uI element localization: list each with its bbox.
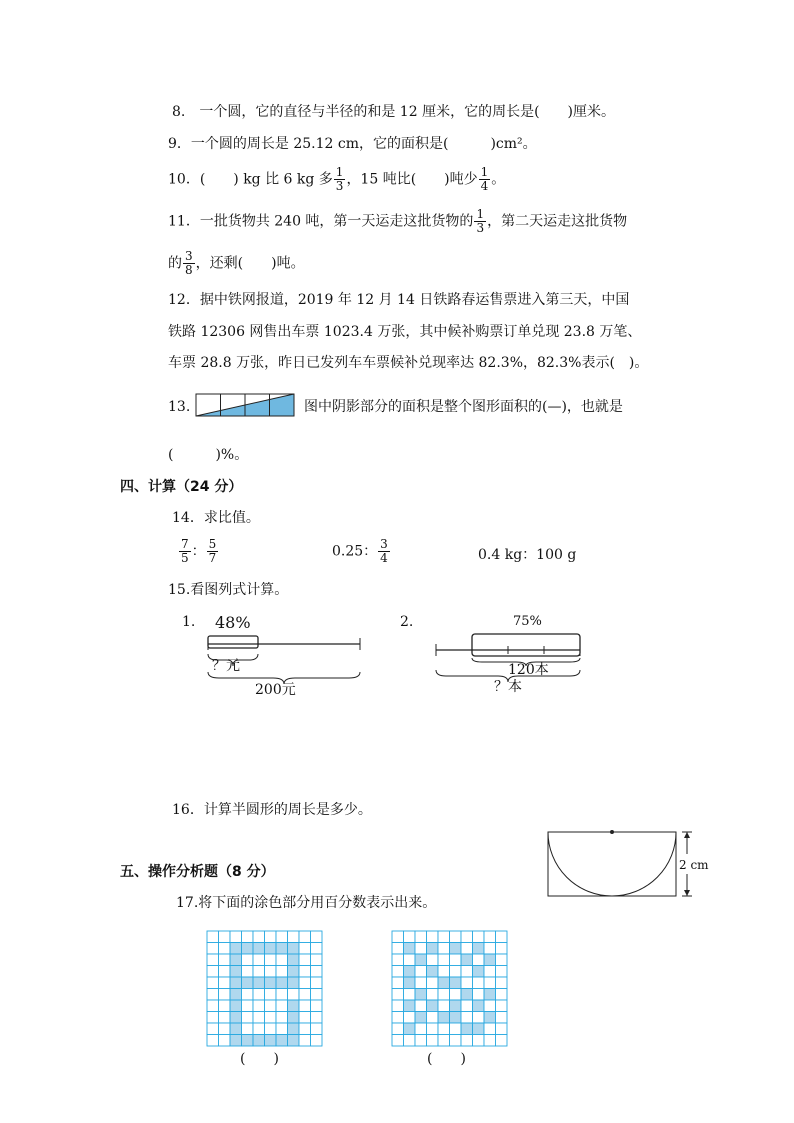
- grid-cell: [461, 931, 473, 943]
- grid-cell-shaded: [230, 1012, 242, 1024]
- grid-cell-shaded: [230, 966, 242, 978]
- grid-cell: [288, 931, 300, 943]
- grid-cell-shaded: [276, 977, 288, 989]
- grid-cell: [253, 966, 265, 978]
- question-14: 14．求比值。: [172, 510, 260, 526]
- grid-cell: [484, 977, 496, 989]
- grid-cell: [207, 977, 219, 989]
- grid-cell: [473, 989, 485, 1001]
- grid-cell-shaded: [404, 943, 416, 955]
- q14-a-fraction-1: [179, 538, 191, 565]
- grid-cell: [484, 1000, 496, 1012]
- grid-cell: [276, 989, 288, 1001]
- q10-f2-numerator: 1: [480, 165, 489, 179]
- q11-pre: 11．一批货物共 240 吨，第一天运走这批货物的: [168, 213, 474, 230]
- grid-cell-shaded: [427, 943, 439, 955]
- grid-cell-shaded: [242, 1035, 254, 1047]
- grid-cell: [473, 1035, 485, 1047]
- grid-cell-shaded: [438, 1012, 450, 1024]
- grid-cell: [392, 1000, 404, 1012]
- grid-cell-shaded: [461, 989, 473, 1001]
- grid-cell-shaded: [415, 1012, 427, 1024]
- grid-cell: [207, 1035, 219, 1047]
- grid-cell: [299, 966, 311, 978]
- q10-f2-denominator: 4: [480, 179, 489, 193]
- grid-cell: [438, 954, 450, 966]
- q15-diagram-2-number: 2.: [400, 614, 414, 630]
- grid-cell-shaded: [230, 989, 242, 1001]
- question-12-line-3: 车票 28.8 万张，昨日已发列车车票候补兑现率达 82.3%，82.3%表示( )。: [168, 355, 649, 371]
- q15-d2-unknown: ？本: [494, 679, 522, 695]
- grid-cell-shaded: [276, 943, 288, 955]
- grid-cell: [299, 1012, 311, 1024]
- grid-cell-shaded: [404, 977, 416, 989]
- q11-f2-denominator: 8: [185, 263, 193, 277]
- grid-cell-shaded: [484, 954, 496, 966]
- grid-cell: [484, 1035, 496, 1047]
- q11-mid: ，第二天运走这批货物: [487, 213, 628, 230]
- question-13-number: 13.: [168, 399, 191, 415]
- q15-d2-known: 120本: [508, 662, 549, 678]
- grid-cell: [299, 1023, 311, 1035]
- grid-cell: [461, 1012, 473, 1024]
- grid-cell: [415, 977, 427, 989]
- grid-cell: [450, 989, 462, 1001]
- grid-cell: [299, 1035, 311, 1047]
- grid-cell: [484, 931, 496, 943]
- grid-cell-shaded: [265, 943, 277, 955]
- grid-cell: [484, 966, 496, 978]
- q15-d1-percent: 48%: [215, 613, 251, 632]
- grid-cell: [450, 931, 462, 943]
- grid-cell: [207, 954, 219, 966]
- grid-cell: [265, 966, 277, 978]
- grid-cell: [438, 931, 450, 943]
- grid-cell: [473, 1012, 485, 1024]
- question-16: 16．计算半圆形的周长是多少。: [172, 802, 372, 818]
- grid-cell: [253, 1023, 265, 1035]
- grid-cell-shaded: [450, 1012, 462, 1024]
- q10-fraction-1: [334, 166, 346, 193]
- grid-cell-shaded: [473, 966, 485, 978]
- grid-cell: [496, 1000, 508, 1012]
- grid-cell-shaded: [288, 1023, 300, 1035]
- q16-dimension-label: 2 cm: [679, 858, 709, 872]
- grid-cell: [253, 954, 265, 966]
- grid-cell: [461, 943, 473, 955]
- q15-d1-total: 200元: [255, 682, 296, 698]
- q11-f2-numerator: 3: [185, 249, 193, 263]
- grid-cell: [219, 943, 231, 955]
- grid-cell: [415, 966, 427, 978]
- grid-cell: [427, 977, 439, 989]
- question-11-line-1: [168, 208, 627, 235]
- grid-cell: [276, 954, 288, 966]
- grid-cell: [265, 931, 277, 943]
- grid-cell: [496, 989, 508, 1001]
- grid-cell-shaded: [404, 966, 416, 978]
- grid-cell: [450, 1035, 462, 1047]
- q11-fraction-1: [474, 208, 486, 235]
- grid-cell: [311, 966, 323, 978]
- grid-cell: [265, 1000, 277, 1012]
- grid-cell: [438, 989, 450, 1001]
- grid-cell: [311, 1000, 323, 1012]
- q10-fraction-2: [479, 166, 491, 193]
- question-8: 8. 一个圆，它的直径与半径的和是 12 厘米，它的周长是( )厘米。: [172, 104, 615, 120]
- grid-cell: [219, 966, 231, 978]
- grid-cell: [450, 954, 462, 966]
- grid-cell: [484, 943, 496, 955]
- grid-cell: [219, 954, 231, 966]
- grid-cell: [427, 1012, 439, 1024]
- grid-cell: [392, 977, 404, 989]
- grid-cell: [207, 943, 219, 955]
- grid-cell: [299, 931, 311, 943]
- q14-b-prefix: 0.25：: [332, 543, 378, 560]
- grid-cell-shaded: [253, 977, 265, 989]
- grid-cell: [219, 1035, 231, 1047]
- grid-cell: [392, 966, 404, 978]
- q11-fraction-2: [183, 250, 195, 277]
- grid-cell: [219, 1023, 231, 1035]
- grid-cell-shaded: [288, 977, 300, 989]
- grid-cell: [450, 1023, 462, 1035]
- q14-a-d1: 5: [181, 551, 189, 565]
- grid-cell: [253, 931, 265, 943]
- grid-cell: [242, 1023, 254, 1035]
- question-11-line-2: [168, 250, 305, 277]
- grid-cell-shaded: [288, 1012, 300, 1024]
- grid-cell-shaded: [288, 943, 300, 955]
- q14-a-n2: 5: [208, 537, 217, 551]
- grid-cell: [299, 954, 311, 966]
- grid-cell-shaded: [230, 1000, 242, 1012]
- grid-cell: [450, 966, 462, 978]
- grid-cell: [242, 966, 254, 978]
- q10-pre: 10．( ) kg 比 6 kg 多: [168, 171, 333, 188]
- q10-f1-denominator: 3: [335, 179, 344, 193]
- grid-cell: [253, 1012, 265, 1024]
- grid-cell: [415, 1035, 427, 1047]
- grid-cell: [311, 943, 323, 955]
- question-13-line-2: ( )%。: [168, 447, 249, 463]
- question-17: 17.将下面的涂色部分用百分数表示出来。: [176, 895, 437, 911]
- grid-cell: [242, 1000, 254, 1012]
- grid-cell: [392, 943, 404, 955]
- grid-cell: [438, 966, 450, 978]
- grid-cell: [311, 931, 323, 943]
- grid-cell: [265, 1012, 277, 1024]
- grid-cell: [311, 1012, 323, 1024]
- grid-cell: [496, 1023, 508, 1035]
- grid-cell: [265, 954, 277, 966]
- q14-ratio-a: [178, 538, 219, 565]
- grid-cell: [473, 954, 485, 966]
- grid-cell: [265, 989, 277, 1001]
- q10-mid: ，15 吨比( )吨少: [346, 171, 478, 188]
- grid-cell-shaded: [404, 1023, 416, 1035]
- grid-cell-shaded: [473, 943, 485, 955]
- grid-cell: [207, 966, 219, 978]
- grid-cell: [473, 931, 485, 943]
- grid-cell: [392, 989, 404, 1001]
- grid-cell-shaded: [461, 954, 473, 966]
- q14-b-fraction: [378, 538, 390, 565]
- q17-grid-2: [392, 931, 508, 1047]
- grid-cell: [427, 1035, 439, 1047]
- grid-cell-shaded: [265, 977, 277, 989]
- grid-cell: [276, 1000, 288, 1012]
- grid-cell-shaded: [265, 1035, 277, 1047]
- grid-cell-shaded: [230, 1035, 242, 1047]
- grid-cell-shaded: [427, 966, 439, 978]
- q10-post: 。: [491, 171, 506, 188]
- grid-cell-shaded: [404, 1000, 416, 1012]
- grid-cell: [253, 1000, 265, 1012]
- grid-cell: [438, 1035, 450, 1047]
- q14-a-n1: 7: [181, 537, 189, 551]
- grid-cell: [438, 1000, 450, 1012]
- grid-cell: [276, 931, 288, 943]
- grid-cell: [415, 1023, 427, 1035]
- grid-cell: [427, 931, 439, 943]
- grid-cell: [219, 989, 231, 1001]
- q15-d2-percent: 75%: [513, 614, 542, 629]
- grid-cell: [415, 1000, 427, 1012]
- grid-cell: [392, 1023, 404, 1035]
- grid-cell-shaded: [415, 989, 427, 1001]
- grid-cell: [473, 977, 485, 989]
- section-5-title: 五、操作分析题（8 分）: [120, 864, 275, 880]
- question-15: 15.看图列式计算。: [168, 582, 289, 598]
- grid-cell-shaded: [484, 1012, 496, 1024]
- grid-cell: [311, 1035, 323, 1047]
- grid-cell: [415, 931, 427, 943]
- grid-cell-shaded: [427, 1000, 439, 1012]
- grid-cell: [207, 1012, 219, 1024]
- grid-cell: [496, 1012, 508, 1024]
- grid-cell: [207, 1023, 219, 1035]
- grid-cell: [242, 1012, 254, 1024]
- grid-cell: [276, 1012, 288, 1024]
- grid-cell-shaded: [276, 1035, 288, 1047]
- question-13-text: 图中阴影部分的面积是整个图形面积的(—)，也就是: [304, 399, 623, 415]
- grid-cell: [404, 931, 416, 943]
- grid-cell: [461, 966, 473, 978]
- grid-cell: [219, 1012, 231, 1024]
- grid-cell: [219, 1000, 231, 1012]
- grid-cell-shaded: [473, 1000, 485, 1012]
- grid-cell-shaded: [253, 943, 265, 955]
- q13-shaded-rectangle-figure: [196, 392, 296, 418]
- grid-cell-shaded: [461, 1023, 473, 1035]
- grid-cell-shaded: [242, 977, 254, 989]
- grid-cell-shaded: [253, 1035, 265, 1047]
- question-12-line-1: 12．据中铁网报道，2019 年 12 月 14 日铁路春运售票进入第三天，中国: [168, 292, 630, 308]
- grid-cell-shaded: [242, 943, 254, 955]
- grid-cell-shaded: [450, 943, 462, 955]
- grid-cell: [392, 1035, 404, 1047]
- q11-f1-numerator: 1: [476, 207, 485, 221]
- grid-cell: [496, 943, 508, 955]
- grid-cell-shaded: [230, 943, 242, 955]
- grid-cell-shaded: [484, 989, 496, 1001]
- grid-cell: [438, 943, 450, 955]
- grid-cell-shaded: [288, 954, 300, 966]
- grid-cell: [242, 954, 254, 966]
- grid-cell: [404, 1012, 416, 1024]
- grid-cell: [299, 977, 311, 989]
- grid-cell: [230, 931, 242, 943]
- section-4-title: 四、计算（24 分）: [120, 479, 243, 495]
- grid-cell: [311, 954, 323, 966]
- grid-cell: [207, 1000, 219, 1012]
- grid-cell-shaded: [415, 954, 427, 966]
- grid-cell: [219, 977, 231, 989]
- grid-cell-shaded: [438, 977, 450, 989]
- grid-cell-shaded: [230, 1023, 242, 1035]
- question-12-line-2: 铁路 12306 网售出车票 1023.4 万张，其中候补购票订单兑现 23.8 万笔、: [168, 324, 642, 340]
- grid-cell: [392, 954, 404, 966]
- grid-cell: [207, 989, 219, 1001]
- grid-cell-shaded: [288, 1035, 300, 1047]
- question-9: 9．一个圆的周长是 25.12 cm，它的面积是( )cm²。: [168, 136, 537, 152]
- grid-cell: [207, 931, 219, 943]
- grid-cell-shaded: [473, 1023, 485, 1035]
- q14-ratio-b: [332, 538, 391, 565]
- grid-cell: [427, 989, 439, 1001]
- grid-cell-shaded: [450, 1000, 462, 1012]
- grid-cell: [404, 954, 416, 966]
- grid-cell: [392, 931, 404, 943]
- grid-cell-shaded: [230, 977, 242, 989]
- grid-cell: [461, 1035, 473, 1047]
- grid-cell: [415, 943, 427, 955]
- q11-line2-post: ，还剩( )吨。: [195, 255, 305, 272]
- q11-line2-pre: 的: [168, 255, 182, 272]
- grid-cell: [438, 1023, 450, 1035]
- grid-cell: [427, 1023, 439, 1035]
- q17-answer-1: ( ): [240, 1051, 279, 1067]
- q11-f1-denominator: 3: [476, 221, 485, 235]
- grid-cell: [276, 1023, 288, 1035]
- grid-cell-shaded: [230, 954, 242, 966]
- grid-cell-shaded: [288, 1000, 300, 1012]
- q14-ratio-c: 0.4 kg：100 g: [478, 547, 577, 563]
- grid-cell: [299, 1000, 311, 1012]
- q14-a-d2: 7: [208, 551, 217, 565]
- grid-cell: [311, 1023, 323, 1035]
- grid-cell: [299, 989, 311, 1001]
- q15-diagram-1-number: 1.: [182, 614, 196, 630]
- grid-cell: [496, 954, 508, 966]
- grid-cell: [496, 931, 508, 943]
- q14-a-fraction-2: [207, 538, 219, 565]
- grid-cell: [427, 954, 439, 966]
- q14-a-separator: ：: [191, 543, 206, 560]
- grid-cell: [404, 1035, 416, 1047]
- grid-cell: [288, 989, 300, 1001]
- grid-cell: [276, 966, 288, 978]
- q15-d1-unknown: ？元: [212, 658, 240, 674]
- grid-cell: [496, 977, 508, 989]
- grid-cell-shaded: [450, 977, 462, 989]
- grid-cell: [496, 966, 508, 978]
- grid-cell: [496, 1035, 508, 1047]
- grid-cell: [242, 931, 254, 943]
- q17-answer-2: ( ): [427, 1051, 466, 1067]
- grid-cell-shaded: [288, 966, 300, 978]
- q17-grid-1: [207, 931, 323, 1047]
- grid-cell: [404, 989, 416, 1001]
- question-10: [168, 166, 505, 193]
- grid-cell: [265, 1023, 277, 1035]
- q14-b-denominator: 4: [380, 551, 388, 565]
- grid-cell: [461, 1000, 473, 1012]
- grid-cell: [461, 977, 473, 989]
- grid-cell: [484, 1023, 496, 1035]
- q14-b-numerator: 3: [380, 537, 388, 551]
- q10-f1-numerator: 1: [335, 165, 344, 179]
- grid-cell: [219, 931, 231, 943]
- grid-cell: [299, 943, 311, 955]
- grid-cell: [311, 989, 323, 1001]
- grid-cell: [253, 989, 265, 1001]
- grid-cell: [242, 989, 254, 1001]
- grid-cell: [392, 1012, 404, 1024]
- grid-cell: [311, 977, 323, 989]
